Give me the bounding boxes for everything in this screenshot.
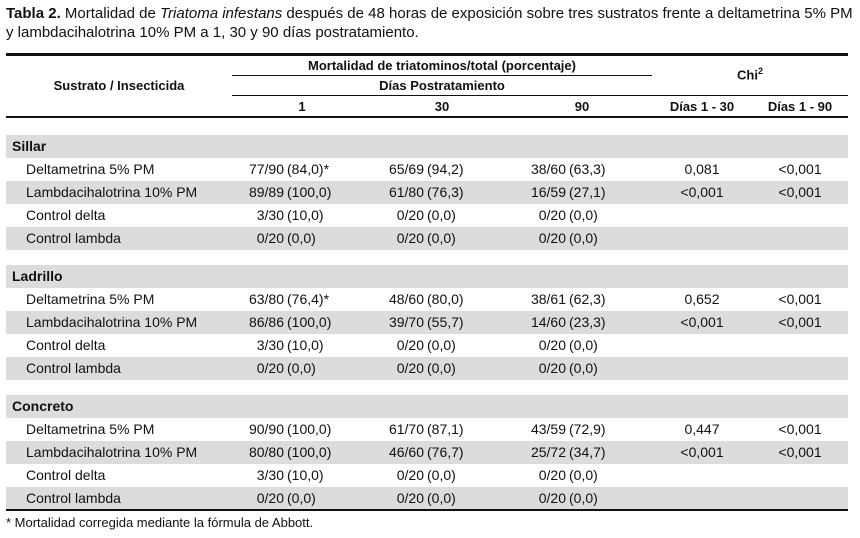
cell-d30: 61/70 bbox=[388, 421, 424, 437]
cell-p1: (0,0) bbox=[287, 230, 316, 246]
cell-p90: (0,0) bbox=[569, 490, 598, 506]
cell-chi30: 0,081 bbox=[684, 161, 720, 177]
cell-p90: (23,3) bbox=[569, 314, 606, 330]
footnote: * Mortalidad corregida mediante la fórmula de Abbott. bbox=[6, 515, 314, 530]
row-label: Lambdacihalotrina 10% PM bbox=[26, 314, 198, 330]
header-mortality-group: Mortalidad de triatominos/total (porcentaje) bbox=[308, 58, 576, 73]
cell-p1: (100,0) bbox=[287, 314, 332, 330]
cell-p30: (0,0) bbox=[427, 337, 456, 353]
caption-text-a: Mortalidad de bbox=[60, 5, 160, 22]
table-caption bbox=[6, 4, 856, 42]
header-day-1: 1 bbox=[298, 99, 306, 114]
cell-d90: 0/20 bbox=[538, 207, 566, 223]
table-row bbox=[6, 227, 848, 250]
table-row bbox=[6, 418, 848, 441]
cell-d1: 0/20 bbox=[256, 230, 284, 246]
cell-p30: (0,0) bbox=[427, 230, 456, 246]
header-day-30: 30 bbox=[434, 99, 450, 114]
header-chi-1-90: Días 1 - 90 bbox=[767, 99, 833, 114]
cell-d1: 3/30 bbox=[256, 207, 284, 223]
cell-p1: (100,0) bbox=[287, 421, 332, 437]
cell-d90: 0/20 bbox=[538, 360, 566, 376]
cell-p90: (0,0) bbox=[569, 360, 598, 376]
cell-d1: 86/86 bbox=[248, 314, 284, 330]
row-label: Deltametrina 5% PM bbox=[26, 161, 155, 177]
header-chi bbox=[652, 66, 848, 82]
cell-p1: (10,0) bbox=[287, 207, 324, 223]
row-label: Control lambda bbox=[26, 490, 121, 506]
cell-chi90: <0,001 bbox=[778, 184, 822, 200]
cell-p30: (0,0) bbox=[427, 490, 456, 506]
bottom-rule bbox=[6, 509, 848, 511]
cell-d90: 0/20 bbox=[538, 467, 566, 483]
cell-p90: (27,1) bbox=[569, 184, 606, 200]
section-header bbox=[6, 265, 848, 288]
section-title: Ladrillo bbox=[12, 268, 63, 284]
header-chi-sup: 2 bbox=[757, 66, 763, 76]
row-label: Control lambda bbox=[26, 360, 121, 376]
section-header bbox=[6, 135, 848, 158]
cell-d90: 16/59 bbox=[530, 184, 566, 200]
cell-p30: (80,0) bbox=[427, 291, 464, 307]
table-row bbox=[6, 181, 848, 204]
cell-d1: 80/80 bbox=[248, 444, 284, 460]
cell-p30: (55,7) bbox=[427, 314, 464, 330]
cell-p90: (0,0) bbox=[569, 230, 598, 246]
cell-d90: 0/20 bbox=[538, 490, 566, 506]
cell-d30: 0/20 bbox=[396, 467, 424, 483]
row-label: Lambdacihalotrina 10% PM bbox=[26, 184, 198, 200]
cell-d1: 90/90 bbox=[248, 421, 284, 437]
cell-p1: (100,0) bbox=[287, 444, 332, 460]
cell-d30: 61/80 bbox=[388, 184, 424, 200]
header-substrate: Sustrato / Insecticida bbox=[53, 78, 185, 93]
cell-p1: (84,0)* bbox=[287, 161, 330, 177]
cell-d90: 43/59 bbox=[530, 421, 566, 437]
cell-chi30: <0,001 bbox=[680, 444, 724, 460]
cell-d1: 77/90 bbox=[248, 161, 284, 177]
cell-d30: 48/60 bbox=[388, 291, 424, 307]
cell-d30: 0/20 bbox=[396, 337, 424, 353]
table-row bbox=[6, 311, 848, 334]
cell-d30: 0/20 bbox=[396, 490, 424, 506]
cell-chi30: 0,447 bbox=[684, 421, 720, 437]
section-header bbox=[6, 395, 848, 418]
cell-p30: (76,3) bbox=[427, 184, 464, 200]
caption-species: Triatoma infestans bbox=[159, 5, 283, 22]
cell-d30: 0/20 bbox=[396, 230, 424, 246]
cell-p1: (76,4)* bbox=[287, 291, 330, 307]
cell-chi90: <0,001 bbox=[778, 291, 822, 307]
table-row bbox=[6, 204, 848, 227]
cell-d1: 89/89 bbox=[248, 184, 284, 200]
header-day-90: 90 bbox=[574, 99, 590, 114]
cell-d1: 0/20 bbox=[256, 490, 284, 506]
header-chi-base: Chi bbox=[737, 67, 758, 83]
top-rule bbox=[6, 53, 848, 56]
row-label: Control delta bbox=[26, 337, 106, 353]
cell-d30: 0/20 bbox=[396, 360, 424, 376]
cell-p30: (76,7) bbox=[427, 444, 464, 460]
cell-p1: (10,0) bbox=[287, 337, 324, 353]
cell-p30: (87,1) bbox=[427, 421, 464, 437]
cell-p90: (34,7) bbox=[569, 444, 606, 460]
row-label: Deltametrina 5% PM bbox=[26, 421, 155, 437]
row-label: Control lambda bbox=[26, 230, 121, 246]
cell-p30: (0,0) bbox=[427, 467, 456, 483]
cell-chi30: <0,001 bbox=[680, 314, 724, 330]
header-bottom-rule bbox=[6, 116, 848, 118]
cell-d90: 0/20 bbox=[538, 230, 566, 246]
cell-chi90: <0,001 bbox=[778, 444, 822, 460]
row-label: Control delta bbox=[26, 207, 106, 223]
cell-d1: 0/20 bbox=[256, 360, 284, 376]
row-label: Lambdacihalotrina 10% PM bbox=[26, 444, 198, 460]
cell-d1: 3/30 bbox=[256, 467, 284, 483]
table-row bbox=[6, 357, 848, 380]
cell-p90: (0,0) bbox=[569, 467, 598, 483]
cell-p30: (0,0) bbox=[427, 207, 456, 223]
cell-chi90: <0,001 bbox=[778, 161, 822, 177]
cell-d30: 46/60 bbox=[388, 444, 424, 460]
caption-label: Tabla 2. bbox=[6, 5, 61, 22]
cell-d90: 25/72 bbox=[530, 444, 566, 460]
cell-p30: (0,0) bbox=[427, 360, 456, 376]
cell-p90: (0,0) bbox=[569, 337, 598, 353]
cell-p1: (0,0) bbox=[287, 490, 316, 506]
days-group-rule bbox=[232, 95, 848, 96]
cell-p1: (10,0) bbox=[287, 467, 324, 483]
cell-p90: (63,3) bbox=[569, 161, 606, 177]
section-title: Sillar bbox=[12, 138, 47, 154]
table-row bbox=[6, 464, 848, 487]
header-chi-1-30: Días 1 - 30 bbox=[669, 99, 735, 114]
table-row bbox=[6, 158, 848, 181]
row-label: Deltametrina 5% PM bbox=[26, 291, 155, 307]
cell-chi30: 0,652 bbox=[684, 291, 720, 307]
table-row bbox=[6, 334, 848, 357]
header-days-group: Días Postratamiento bbox=[379, 78, 505, 93]
table-row bbox=[6, 441, 848, 464]
cell-d90: 38/61 bbox=[530, 291, 566, 307]
mortality-group-rule bbox=[232, 75, 652, 76]
cell-d1: 3/30 bbox=[256, 337, 284, 353]
cell-d30: 0/20 bbox=[396, 207, 424, 223]
table-row bbox=[6, 487, 848, 510]
caption-text-b: después de 48 horas de exposición sobre tres sustratos frente a deltametrina 5% PM y lambdacihalotrina 10% PM a 1, 30 y 90 días postratamiento. bbox=[6, 5, 853, 41]
cell-d30: 65/69 bbox=[388, 161, 424, 177]
cell-p90: (62,3) bbox=[569, 291, 606, 307]
cell-chi90: <0,001 bbox=[778, 314, 822, 330]
cell-chi90: <0,001 bbox=[778, 421, 822, 437]
section-title: Concreto bbox=[12, 398, 74, 414]
cell-p90: (72,9) bbox=[569, 421, 606, 437]
cell-d90: 14/60 bbox=[530, 314, 566, 330]
cell-p1: (100,0) bbox=[287, 184, 332, 200]
table-row bbox=[6, 288, 848, 311]
cell-d90: 38/60 bbox=[530, 161, 566, 177]
cell-d90: 0/20 bbox=[538, 337, 566, 353]
cell-p1: (0,0) bbox=[287, 360, 316, 376]
row-label: Control delta bbox=[26, 467, 106, 483]
cell-d1: 63/80 bbox=[248, 291, 284, 307]
cell-p90: (0,0) bbox=[569, 207, 598, 223]
cell-chi30: <0,001 bbox=[680, 184, 724, 200]
cell-p30: (94,2) bbox=[427, 161, 464, 177]
cell-d30: 39/70 bbox=[388, 314, 424, 330]
